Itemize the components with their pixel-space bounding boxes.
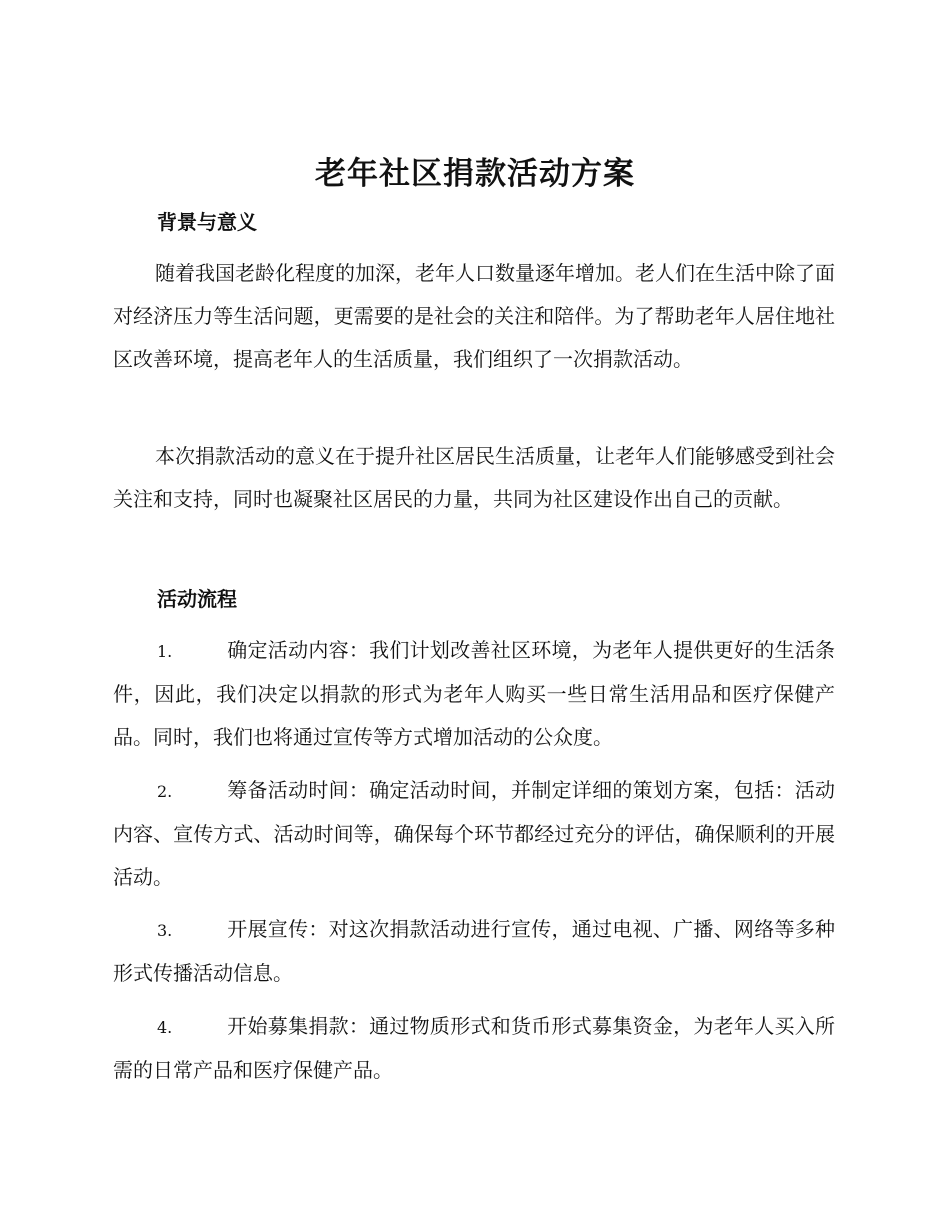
list-number: 1.: [157, 642, 173, 661]
list-item-2: [113, 769, 835, 899]
paragraph-background-2: 本次捐款活动的意义在于提升社区居民生活质量，让老年人们能够感受到社会关注和支持，同时也凝聚社区居民的力量，共同为社区建设作出自己的贡献。: [113, 444, 835, 511]
list-item-text: 开展宣传：对这次捐款活动进行宣传，通过电视、广播、网络等多种形式传播活动信息。: [113, 917, 835, 985]
section-heading-process: 活动流程: [157, 587, 237, 611]
list-item-1: [113, 629, 835, 759]
list-number: 2.: [157, 782, 173, 801]
document-title: 老年社区捐款活动方案: [315, 156, 635, 192]
list-number: 4.: [157, 1018, 173, 1037]
list-item-3: [113, 908, 835, 995]
list-item-text: 确定活动内容：我们计划改善社区环境，为老年人提供更好的生活条件，因此，我们决定以捐款的形式为老年人购买一些日常生活用品和医疗保健产品。同时，我们也将通过宣传等方式增加活动的公众度。: [113, 638, 835, 749]
section-heading-background: 背景与意义: [157, 210, 257, 234]
list-item-text: 筹备活动时间：确定活动时间，并制定详细的策划方案，包括：活动内容、宣传方式、活动时间等，确保每个环节都经过充分的评估，确保顺利的开展活动。: [113, 778, 835, 889]
list-number: 3.: [157, 921, 173, 940]
paragraph-background-1: 随着我国老龄化程度的加深，老年人口数量逐年增加。老人们在生活中除了面对经济压力等生活问题，更需要的是社会的关注和陪伴。为了帮助老年人居住地社区改善环境，提高老年人的生活质量，我们组织了一次捐款活动。: [113, 261, 835, 371]
list-item-4: [113, 1005, 835, 1092]
list-item-text: 开始募集捐款：通过物质形式和货币形式募集资金，为老年人买入所需的日常产品和医疗保健产品。: [113, 1014, 835, 1082]
